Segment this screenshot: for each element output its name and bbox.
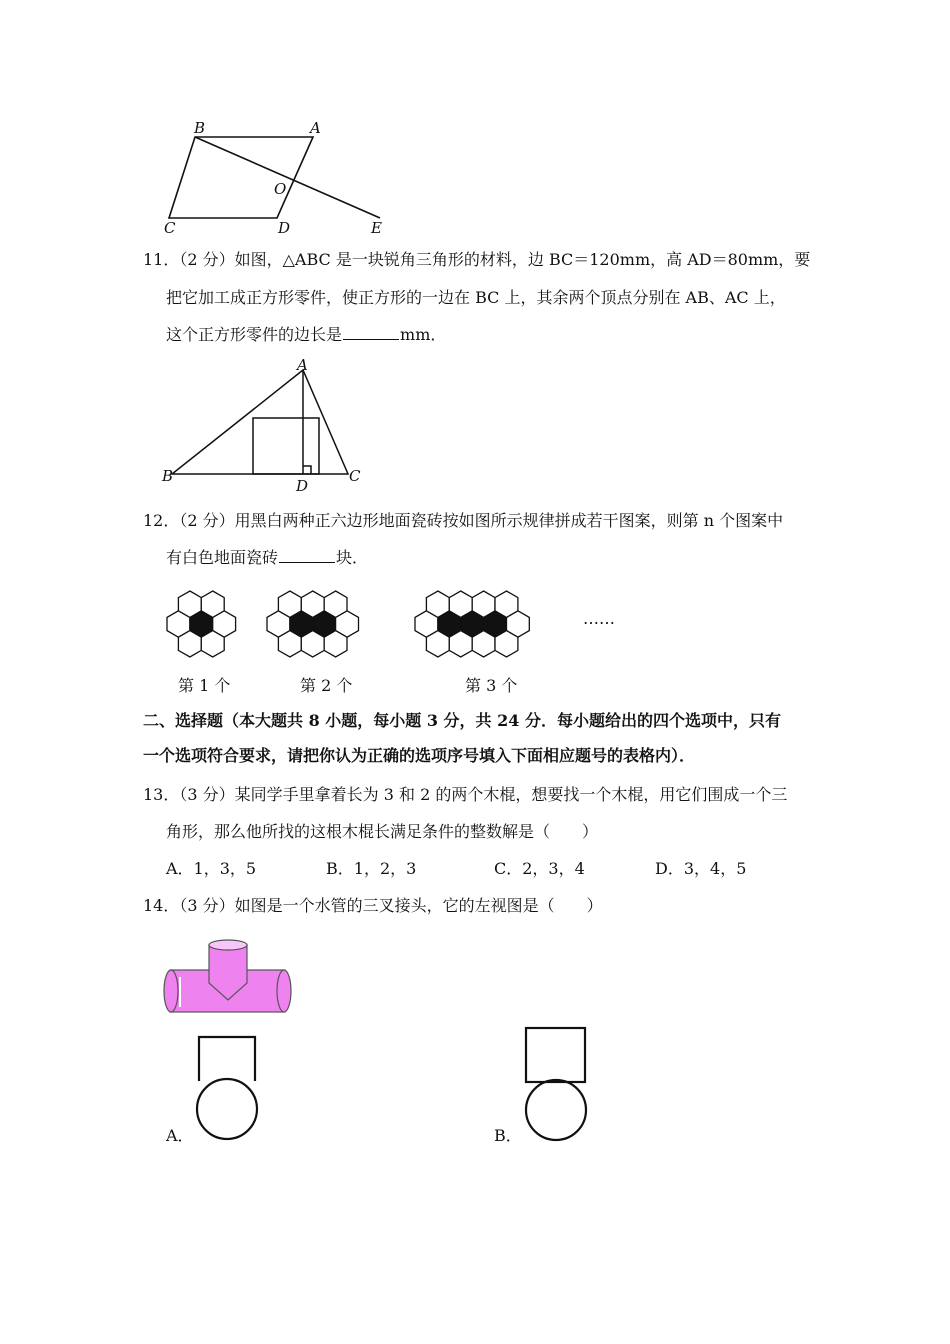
q11-line1: 11．（2 分）如图，△ABC 是一块锐角三角形的材料，边 BC＝120mm，高 AD＝80mm，要 xyxy=(143,250,811,269)
q14-option-a[interactable]: A． xyxy=(166,1126,194,1145)
q12-line2-text: 有白色地面瓷砖 xyxy=(166,548,279,567)
q13-option-d[interactable]: D．3，4，5 xyxy=(655,859,747,878)
white-hexagon-tile xyxy=(449,591,472,617)
caption-pattern-1: 第 1 个 xyxy=(178,676,231,695)
white-hexagon-tile xyxy=(201,591,224,617)
answer-blank-q11[interactable] xyxy=(343,325,399,340)
white-hexagon-tile xyxy=(426,631,449,657)
white-hexagon-tile xyxy=(324,631,347,657)
q14-option-b[interactable]: B． xyxy=(494,1126,522,1145)
white-hexagon-tile xyxy=(324,591,347,617)
white-hexagon-tile xyxy=(426,591,449,617)
figure-q11-triangle xyxy=(155,355,370,495)
option-a-view-figure[interactable] xyxy=(195,1033,260,1145)
white-hexagon-tile xyxy=(472,591,495,617)
q11-unit: mm． xyxy=(400,325,447,344)
caption-pattern-3: 第 3 个 xyxy=(465,676,518,695)
q11-line2: 把它加工成正方形零件，使正方形的一边在 BC 上，其余两个顶点分别在 AB、AC 上， xyxy=(166,288,786,307)
white-hexagon-tile xyxy=(201,631,224,657)
q14-line1: 14．（3 分）如图是一个水管的三叉接头，它的左视图是（ ） xyxy=(143,896,603,915)
q11-line3-text: 这个正方形零件的边长是 xyxy=(166,325,343,344)
ellipsis: …… xyxy=(583,609,615,628)
q13-option-a[interactable]: A．1，3，5 xyxy=(166,859,257,878)
white-hexagon-tile xyxy=(495,631,518,657)
label-B: B xyxy=(194,119,206,137)
white-hexagon-tile xyxy=(178,631,201,657)
q12-line1: 12．（2 分）用黑白两种正六边形地面瓷砖按如图所示规律拼成若干图案，则第 n 个图案中 xyxy=(143,511,784,530)
label-D: D xyxy=(278,219,291,237)
q13-line1: 13．（3 分）某同学手里拿着长为 3 和 2 的两个木棍，想要找一个木棍，用它们围成一个三 xyxy=(143,785,788,804)
label-A: A xyxy=(310,119,321,137)
white-hexagon-tile xyxy=(278,631,301,657)
q13-option-c[interactable]: C．2，3，4 xyxy=(494,859,585,878)
q12-unit: 块． xyxy=(336,548,369,567)
figure-q10-parallelogram xyxy=(150,115,400,240)
option-b-view-figure[interactable] xyxy=(522,1025,592,1145)
section2-heading-line1: 二、选择题（本大题共 8 小题，每小题 3 分，共 24 分．每小题给出的四个选项中，只有 xyxy=(143,711,781,730)
caption-pattern-2: 第 2 个 xyxy=(300,676,353,695)
answer-blank-q12[interactable] xyxy=(279,548,335,563)
white-hexagon-tile xyxy=(449,631,472,657)
q12-line2 xyxy=(166,548,368,568)
white-hexagon-tile xyxy=(495,591,518,617)
figure-q14-pipe-tee xyxy=(160,935,295,1015)
label-D: D xyxy=(296,477,309,495)
label-A: A xyxy=(297,356,308,374)
white-hexagon-tile xyxy=(178,591,201,617)
label-B: B xyxy=(162,467,174,485)
q13-option-b[interactable]: B．1，2，3 xyxy=(326,859,417,878)
label-C: C xyxy=(164,219,176,237)
white-hexagon-tile xyxy=(278,591,301,617)
q13-line2: 角形，那么他所找的这根木棍长满足条件的整数解是（ ） xyxy=(166,822,599,841)
label-O: O xyxy=(274,180,287,198)
white-hexagon-tile xyxy=(301,591,324,617)
q11-line3 xyxy=(166,325,446,345)
label-C: C xyxy=(349,467,361,485)
white-hexagon-tile xyxy=(301,631,324,657)
section2-heading-line2: 一个选项符合要求，请把你认为正确的选项序号填入下面相应题号的表格内）． xyxy=(143,746,696,765)
figure-q12-hexagon-patterns xyxy=(155,580,625,670)
hexagon-tiles xyxy=(167,591,529,657)
white-hexagon-tile xyxy=(472,631,495,657)
label-E: E xyxy=(371,219,382,237)
